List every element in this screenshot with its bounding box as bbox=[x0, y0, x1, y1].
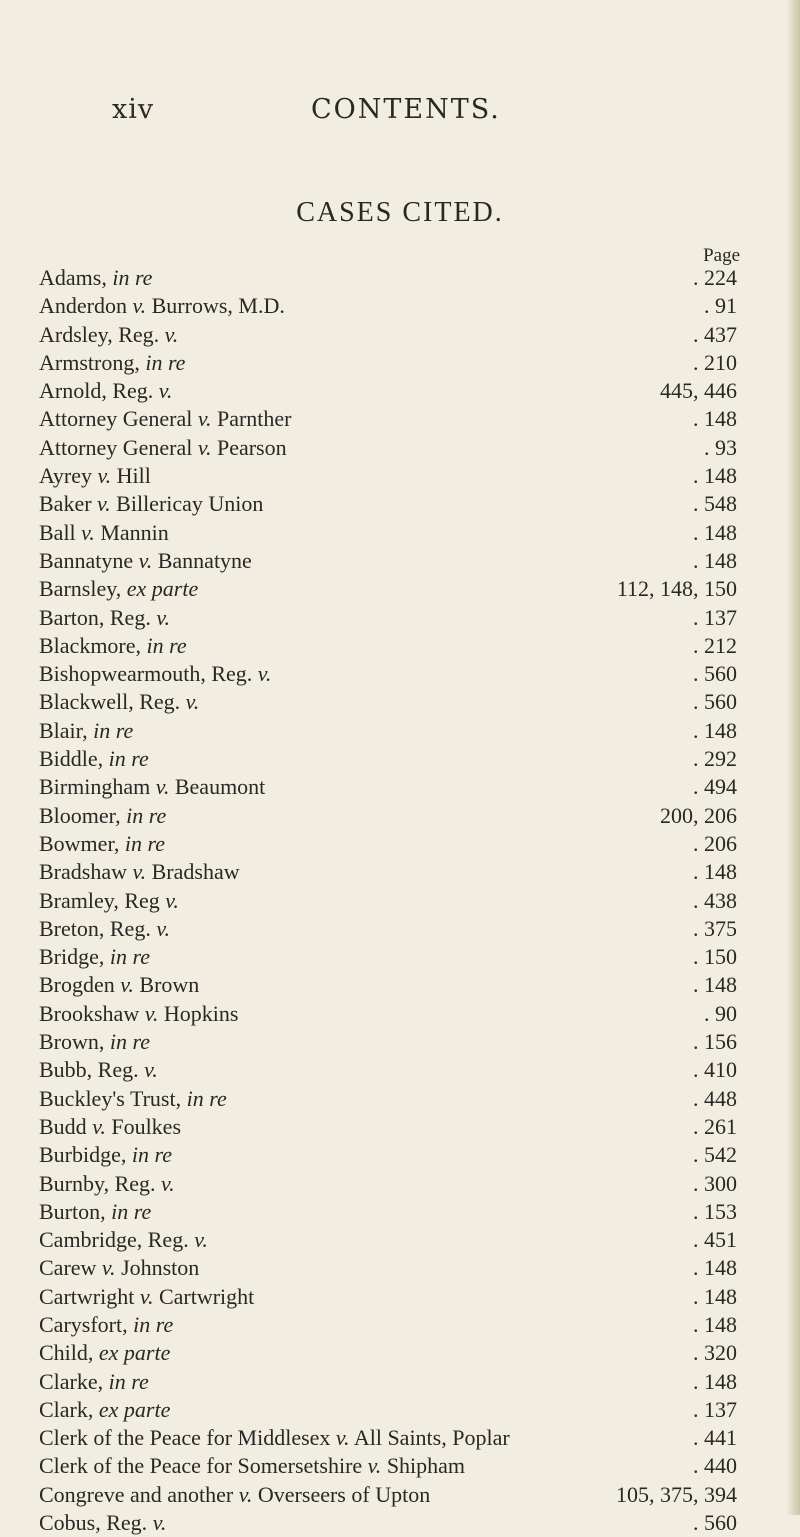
case-name bbox=[39, 887, 179, 915]
case-name bbox=[39, 434, 287, 462]
case-page: . 156 bbox=[693, 1029, 737, 1055]
case-name-italic: in re bbox=[133, 1311, 174, 1337]
case-row bbox=[39, 1056, 759, 1084]
case-name-main: Clerk of the Peace for Middlesex bbox=[39, 1425, 336, 1451]
case-name-main: Bubb, Reg. bbox=[39, 1057, 145, 1083]
case-row bbox=[39, 292, 759, 320]
case-page: . 137 bbox=[693, 1396, 737, 1422]
case-name-rest: Mannin bbox=[94, 519, 169, 545]
case-name-main: Clark, bbox=[39, 1396, 99, 1422]
case-name bbox=[39, 1311, 173, 1339]
case-name bbox=[39, 632, 187, 660]
case-row bbox=[39, 377, 759, 405]
case-page: . 437 bbox=[693, 321, 737, 347]
case-name-main: Ayrey bbox=[39, 463, 98, 489]
case-row bbox=[39, 1254, 759, 1282]
case-name-rest: Parnther bbox=[211, 406, 292, 432]
case-name bbox=[39, 575, 198, 603]
case-name bbox=[39, 405, 292, 433]
case-name-italic: v. bbox=[257, 661, 272, 687]
case-row bbox=[39, 858, 759, 886]
case-page: . 292 bbox=[693, 746, 737, 772]
case-name bbox=[39, 943, 150, 971]
case-name bbox=[39, 1509, 166, 1537]
case-page: . 148 bbox=[693, 547, 737, 573]
case-row bbox=[39, 887, 759, 915]
case-name-italic: v. bbox=[197, 406, 212, 432]
case-name-main: Child, bbox=[39, 1340, 99, 1366]
case-row bbox=[39, 660, 759, 688]
case-name-main: Breton, Reg. bbox=[39, 915, 157, 941]
case-row bbox=[39, 745, 759, 773]
case-name-italic: in re bbox=[108, 746, 149, 772]
case-name-rest: Burrows, M.D. bbox=[146, 293, 285, 319]
case-name-italic: ex parte bbox=[98, 1396, 171, 1422]
case-page: . 206 bbox=[693, 830, 737, 856]
case-name-main: Armstrong, bbox=[39, 349, 146, 375]
case-name-rest: Johnston bbox=[115, 1255, 200, 1281]
case-name-italic: v. bbox=[144, 1057, 158, 1083]
case-page: . 148 bbox=[693, 1311, 737, 1337]
case-page: . 212 bbox=[693, 632, 737, 658]
case-name-main: Cambridge, Reg. bbox=[39, 1227, 195, 1253]
case-name bbox=[39, 1339, 170, 1367]
case-page: . 150 bbox=[693, 944, 737, 970]
case-name-main: Barnsley, bbox=[39, 576, 127, 602]
case-name-main: Clarke, bbox=[39, 1368, 109, 1394]
case-name-italic: v. bbox=[132, 859, 147, 885]
case-page: . 300 bbox=[693, 1170, 737, 1196]
case-name-italic: v. bbox=[164, 321, 179, 347]
case-page: . 153 bbox=[693, 1198, 737, 1224]
case-name-italic: in re bbox=[108, 1368, 149, 1394]
case-name-rest: Bannatyne bbox=[152, 547, 252, 573]
case-name-italic: v. bbox=[139, 1283, 154, 1309]
case-row bbox=[39, 1141, 759, 1169]
case-row bbox=[39, 575, 759, 603]
case-row bbox=[39, 405, 759, 433]
case-name-italic: in re bbox=[111, 1198, 152, 1224]
case-name-main: Bradshaw bbox=[39, 859, 133, 885]
case-name bbox=[39, 1452, 465, 1480]
case-page: . 548 bbox=[693, 491, 737, 517]
case-name-italic: v. bbox=[185, 689, 200, 715]
case-name-rest: All Saints, Poplar bbox=[349, 1425, 510, 1451]
page-header bbox=[112, 94, 712, 134]
case-name-italic: ex parte bbox=[126, 576, 199, 602]
case-name-main: Bramley, Reg bbox=[39, 887, 166, 913]
case-name-italic: v. bbox=[161, 1170, 175, 1196]
case-name-italic: in re bbox=[126, 802, 167, 828]
case-name-italic: v. bbox=[238, 1481, 253, 1507]
case-row bbox=[39, 943, 759, 971]
case-name bbox=[39, 1254, 199, 1282]
case-name bbox=[39, 830, 165, 858]
case-name-main: Bannatyne bbox=[39, 547, 139, 573]
case-row bbox=[39, 1085, 759, 1113]
case-row bbox=[39, 1113, 759, 1141]
case-page: . 137 bbox=[693, 604, 737, 630]
case-page: . 560 bbox=[693, 661, 737, 687]
case-name bbox=[39, 717, 133, 745]
case-row bbox=[39, 1170, 759, 1198]
case-name-rest: Brown bbox=[133, 972, 200, 998]
case-name-italic: in re bbox=[131, 1142, 173, 1168]
case-name-main: Arnold, Reg. bbox=[39, 378, 159, 404]
case-name bbox=[39, 519, 169, 547]
case-name bbox=[39, 1028, 150, 1056]
case-name-main: Attorney General bbox=[39, 406, 198, 432]
case-page: . 410 bbox=[693, 1057, 737, 1083]
case-page: 105, 375, 394 bbox=[616, 1481, 737, 1507]
case-name bbox=[39, 1056, 158, 1084]
case-name-italic: v. bbox=[156, 604, 170, 630]
case-name bbox=[39, 1198, 151, 1226]
case-page: . 224 bbox=[693, 265, 737, 290]
case-name bbox=[39, 264, 152, 292]
case-page: . 148 bbox=[693, 406, 737, 432]
case-row bbox=[39, 1283, 759, 1311]
case-name bbox=[39, 292, 285, 320]
cases-list bbox=[39, 264, 759, 1537]
case-name-italic: in re bbox=[186, 1085, 227, 1111]
case-name-main: Bridge, bbox=[39, 944, 110, 970]
case-page: . 560 bbox=[693, 1510, 737, 1536]
case-page: . 320 bbox=[693, 1340, 737, 1366]
case-row bbox=[39, 971, 759, 999]
case-name bbox=[39, 688, 199, 716]
case-name-main: Biddle, bbox=[39, 746, 109, 772]
case-name-main: Adams, bbox=[39, 265, 113, 290]
case-name bbox=[39, 462, 151, 490]
case-page: . 148 bbox=[693, 717, 737, 743]
case-name-main: Budd bbox=[39, 1113, 93, 1139]
case-name-main: Burton, bbox=[39, 1198, 112, 1224]
case-name-rest: Billericay Union bbox=[110, 491, 264, 517]
case-name-italic: in re bbox=[109, 1029, 151, 1055]
case-row bbox=[39, 1424, 759, 1452]
case-name-italic: v. bbox=[97, 491, 111, 517]
case-name bbox=[39, 1000, 238, 1028]
case-row bbox=[39, 1396, 759, 1424]
case-page: . 148 bbox=[693, 859, 737, 885]
case-row bbox=[39, 1339, 759, 1367]
case-name bbox=[39, 1368, 149, 1396]
case-row bbox=[39, 519, 759, 547]
case-name-italic: ex parte bbox=[98, 1340, 171, 1366]
case-name-italic: v. bbox=[155, 774, 170, 800]
case-page: . 448 bbox=[693, 1085, 737, 1111]
case-name-italic: in re bbox=[146, 632, 187, 658]
case-name-italic: v. bbox=[101, 1255, 116, 1281]
case-page: . 261 bbox=[693, 1113, 737, 1139]
case-row bbox=[39, 490, 759, 518]
case-page: . 148 bbox=[693, 1255, 737, 1281]
case-name-main: Blackmore, bbox=[39, 632, 147, 658]
case-name-main: Burnby, Reg. bbox=[39, 1170, 162, 1196]
case-row bbox=[39, 1509, 759, 1537]
case-name bbox=[39, 660, 271, 688]
case-name-italic: v. bbox=[132, 293, 147, 319]
case-name-main: Cartwright bbox=[39, 1283, 140, 1309]
case-row bbox=[39, 632, 759, 660]
case-name bbox=[39, 1085, 227, 1113]
case-name bbox=[39, 1113, 181, 1141]
case-name bbox=[39, 604, 170, 632]
case-name-main: Bowmer, bbox=[39, 830, 125, 856]
case-name bbox=[39, 802, 166, 830]
case-name-main: Cobus, Reg. bbox=[39, 1510, 153, 1536]
case-name-italic: in re bbox=[109, 944, 151, 970]
case-name-main: Blackwell, Reg. bbox=[39, 689, 186, 715]
case-row bbox=[39, 1198, 759, 1226]
case-name-main: Ball bbox=[39, 519, 82, 545]
case-row bbox=[39, 1226, 759, 1254]
case-page: . 148 bbox=[693, 972, 737, 998]
case-name-rest: Overseers of Upton bbox=[252, 1481, 431, 1507]
case-page: . 93 bbox=[704, 434, 737, 460]
case-page: . 438 bbox=[693, 887, 737, 913]
case-name bbox=[39, 1141, 172, 1169]
case-row bbox=[39, 604, 759, 632]
case-row bbox=[39, 773, 759, 801]
case-name-italic: v. bbox=[156, 915, 170, 941]
case-name-italic: v. bbox=[367, 1453, 382, 1479]
case-name bbox=[39, 1396, 170, 1424]
case-name bbox=[39, 915, 170, 943]
case-page: . 441 bbox=[693, 1425, 737, 1451]
case-name-italic: v. bbox=[165, 887, 179, 913]
case-name-main: Ardsley, Reg. bbox=[39, 321, 165, 347]
case-name-rest: Pearson bbox=[211, 434, 287, 460]
case-page: . 148 bbox=[693, 519, 737, 545]
case-name-italic: v. bbox=[81, 519, 95, 545]
case-name bbox=[39, 1481, 430, 1509]
case-name bbox=[39, 971, 199, 999]
case-page: . 148 bbox=[693, 1283, 737, 1309]
case-name-main: Buckley's Trust, bbox=[39, 1085, 187, 1111]
case-name-italic: v. bbox=[144, 1000, 159, 1026]
case-page: . 451 bbox=[693, 1227, 737, 1253]
case-page: 112, 148, 150 bbox=[616, 576, 737, 602]
case-name-main: Carysfort, bbox=[39, 1311, 134, 1337]
case-row bbox=[39, 830, 759, 858]
case-row bbox=[39, 434, 759, 462]
case-page: . 91 bbox=[704, 293, 737, 319]
case-row bbox=[39, 264, 759, 292]
case-name-italic: v. bbox=[197, 434, 212, 460]
case-name bbox=[39, 377, 172, 405]
case-name-italic: v. bbox=[97, 463, 112, 489]
case-row bbox=[39, 1452, 759, 1480]
case-page: . 542 bbox=[693, 1142, 737, 1168]
case-name-italic: v. bbox=[158, 378, 173, 404]
case-name-main: Brookshaw bbox=[39, 1000, 145, 1026]
case-page: . 494 bbox=[693, 774, 737, 800]
case-name-main: Blair, bbox=[39, 717, 94, 743]
case-name-main: Bloomer, bbox=[39, 802, 127, 828]
case-name-rest: Beaumont bbox=[169, 774, 266, 800]
case-row bbox=[39, 915, 759, 943]
case-name bbox=[39, 745, 149, 773]
case-page: . 440 bbox=[693, 1453, 737, 1479]
case-name-italic: v. bbox=[152, 1510, 167, 1536]
case-page: . 148 bbox=[693, 463, 737, 489]
case-page: 445, 446 bbox=[660, 378, 737, 404]
case-row bbox=[39, 1028, 759, 1056]
case-name-main: Anderdon bbox=[39, 293, 133, 319]
case-name-rest: Foulkes bbox=[105, 1113, 182, 1139]
running-title: CONTENTS. bbox=[311, 94, 501, 125]
case-name bbox=[39, 1424, 510, 1452]
case-name-rest: Shipham bbox=[381, 1453, 466, 1479]
case-page: . 375 bbox=[693, 915, 737, 941]
case-name-main: Carew bbox=[39, 1255, 102, 1281]
case-name bbox=[39, 490, 263, 518]
page-column-label: Page bbox=[703, 245, 740, 266]
case-name-italic: in re bbox=[145, 349, 186, 375]
case-name bbox=[39, 1226, 208, 1254]
case-name-main: Brown, bbox=[39, 1029, 110, 1055]
case-page: . 90 bbox=[704, 1000, 737, 1026]
case-name-italic: in re bbox=[93, 717, 134, 743]
case-row bbox=[39, 349, 759, 377]
case-name-rest: Hopkins bbox=[158, 1000, 239, 1026]
case-name-main: Attorney General bbox=[39, 434, 198, 460]
case-name-main: Baker bbox=[39, 491, 98, 517]
case-name-italic: in re bbox=[124, 830, 166, 856]
case-row bbox=[39, 1311, 759, 1339]
case-name-main: Barton, Reg. bbox=[39, 604, 157, 630]
case-name-main: Congreve and another bbox=[39, 1481, 239, 1507]
case-name-italic: in re bbox=[112, 265, 153, 290]
case-name-rest: Hill bbox=[111, 463, 151, 489]
case-name bbox=[39, 1283, 254, 1311]
case-name-main: Clerk of the Peace for Somersetshire bbox=[39, 1453, 368, 1479]
case-page: 200, 206 bbox=[660, 802, 737, 828]
case-row bbox=[39, 1481, 759, 1509]
case-name-main: Bishopwearmouth, Reg. bbox=[39, 661, 258, 687]
case-name-italic: v. bbox=[92, 1113, 106, 1139]
case-name bbox=[39, 349, 185, 377]
case-page: . 148 bbox=[693, 1368, 737, 1394]
case-name-italic: v. bbox=[120, 972, 134, 998]
case-row bbox=[39, 1000, 759, 1028]
case-name bbox=[39, 858, 240, 886]
case-name bbox=[39, 321, 178, 349]
case-name-main: Brogden bbox=[39, 972, 121, 998]
case-row bbox=[39, 688, 759, 716]
case-name-italic: v. bbox=[335, 1425, 350, 1451]
case-row bbox=[39, 462, 759, 490]
case-row bbox=[39, 321, 759, 349]
case-row bbox=[39, 547, 759, 575]
case-name-main: Birmingham bbox=[39, 774, 156, 800]
case-name-rest: Bradshaw bbox=[146, 859, 240, 885]
case-name bbox=[39, 773, 265, 801]
case-page: . 210 bbox=[693, 349, 737, 375]
page-folio: xiv bbox=[112, 94, 155, 125]
section-title: CASES CITED. bbox=[296, 197, 504, 228]
case-name-italic: v. bbox=[194, 1227, 208, 1253]
case-name bbox=[39, 547, 252, 575]
case-row bbox=[39, 717, 759, 745]
case-name-main: Burbidge, bbox=[39, 1142, 132, 1168]
case-row bbox=[39, 802, 759, 830]
case-page: . 560 bbox=[693, 689, 737, 715]
case-row bbox=[39, 1368, 759, 1396]
case-name-rest: Cartwright bbox=[153, 1283, 255, 1309]
case-name-italic: v. bbox=[138, 547, 153, 573]
case-name bbox=[39, 1170, 175, 1198]
